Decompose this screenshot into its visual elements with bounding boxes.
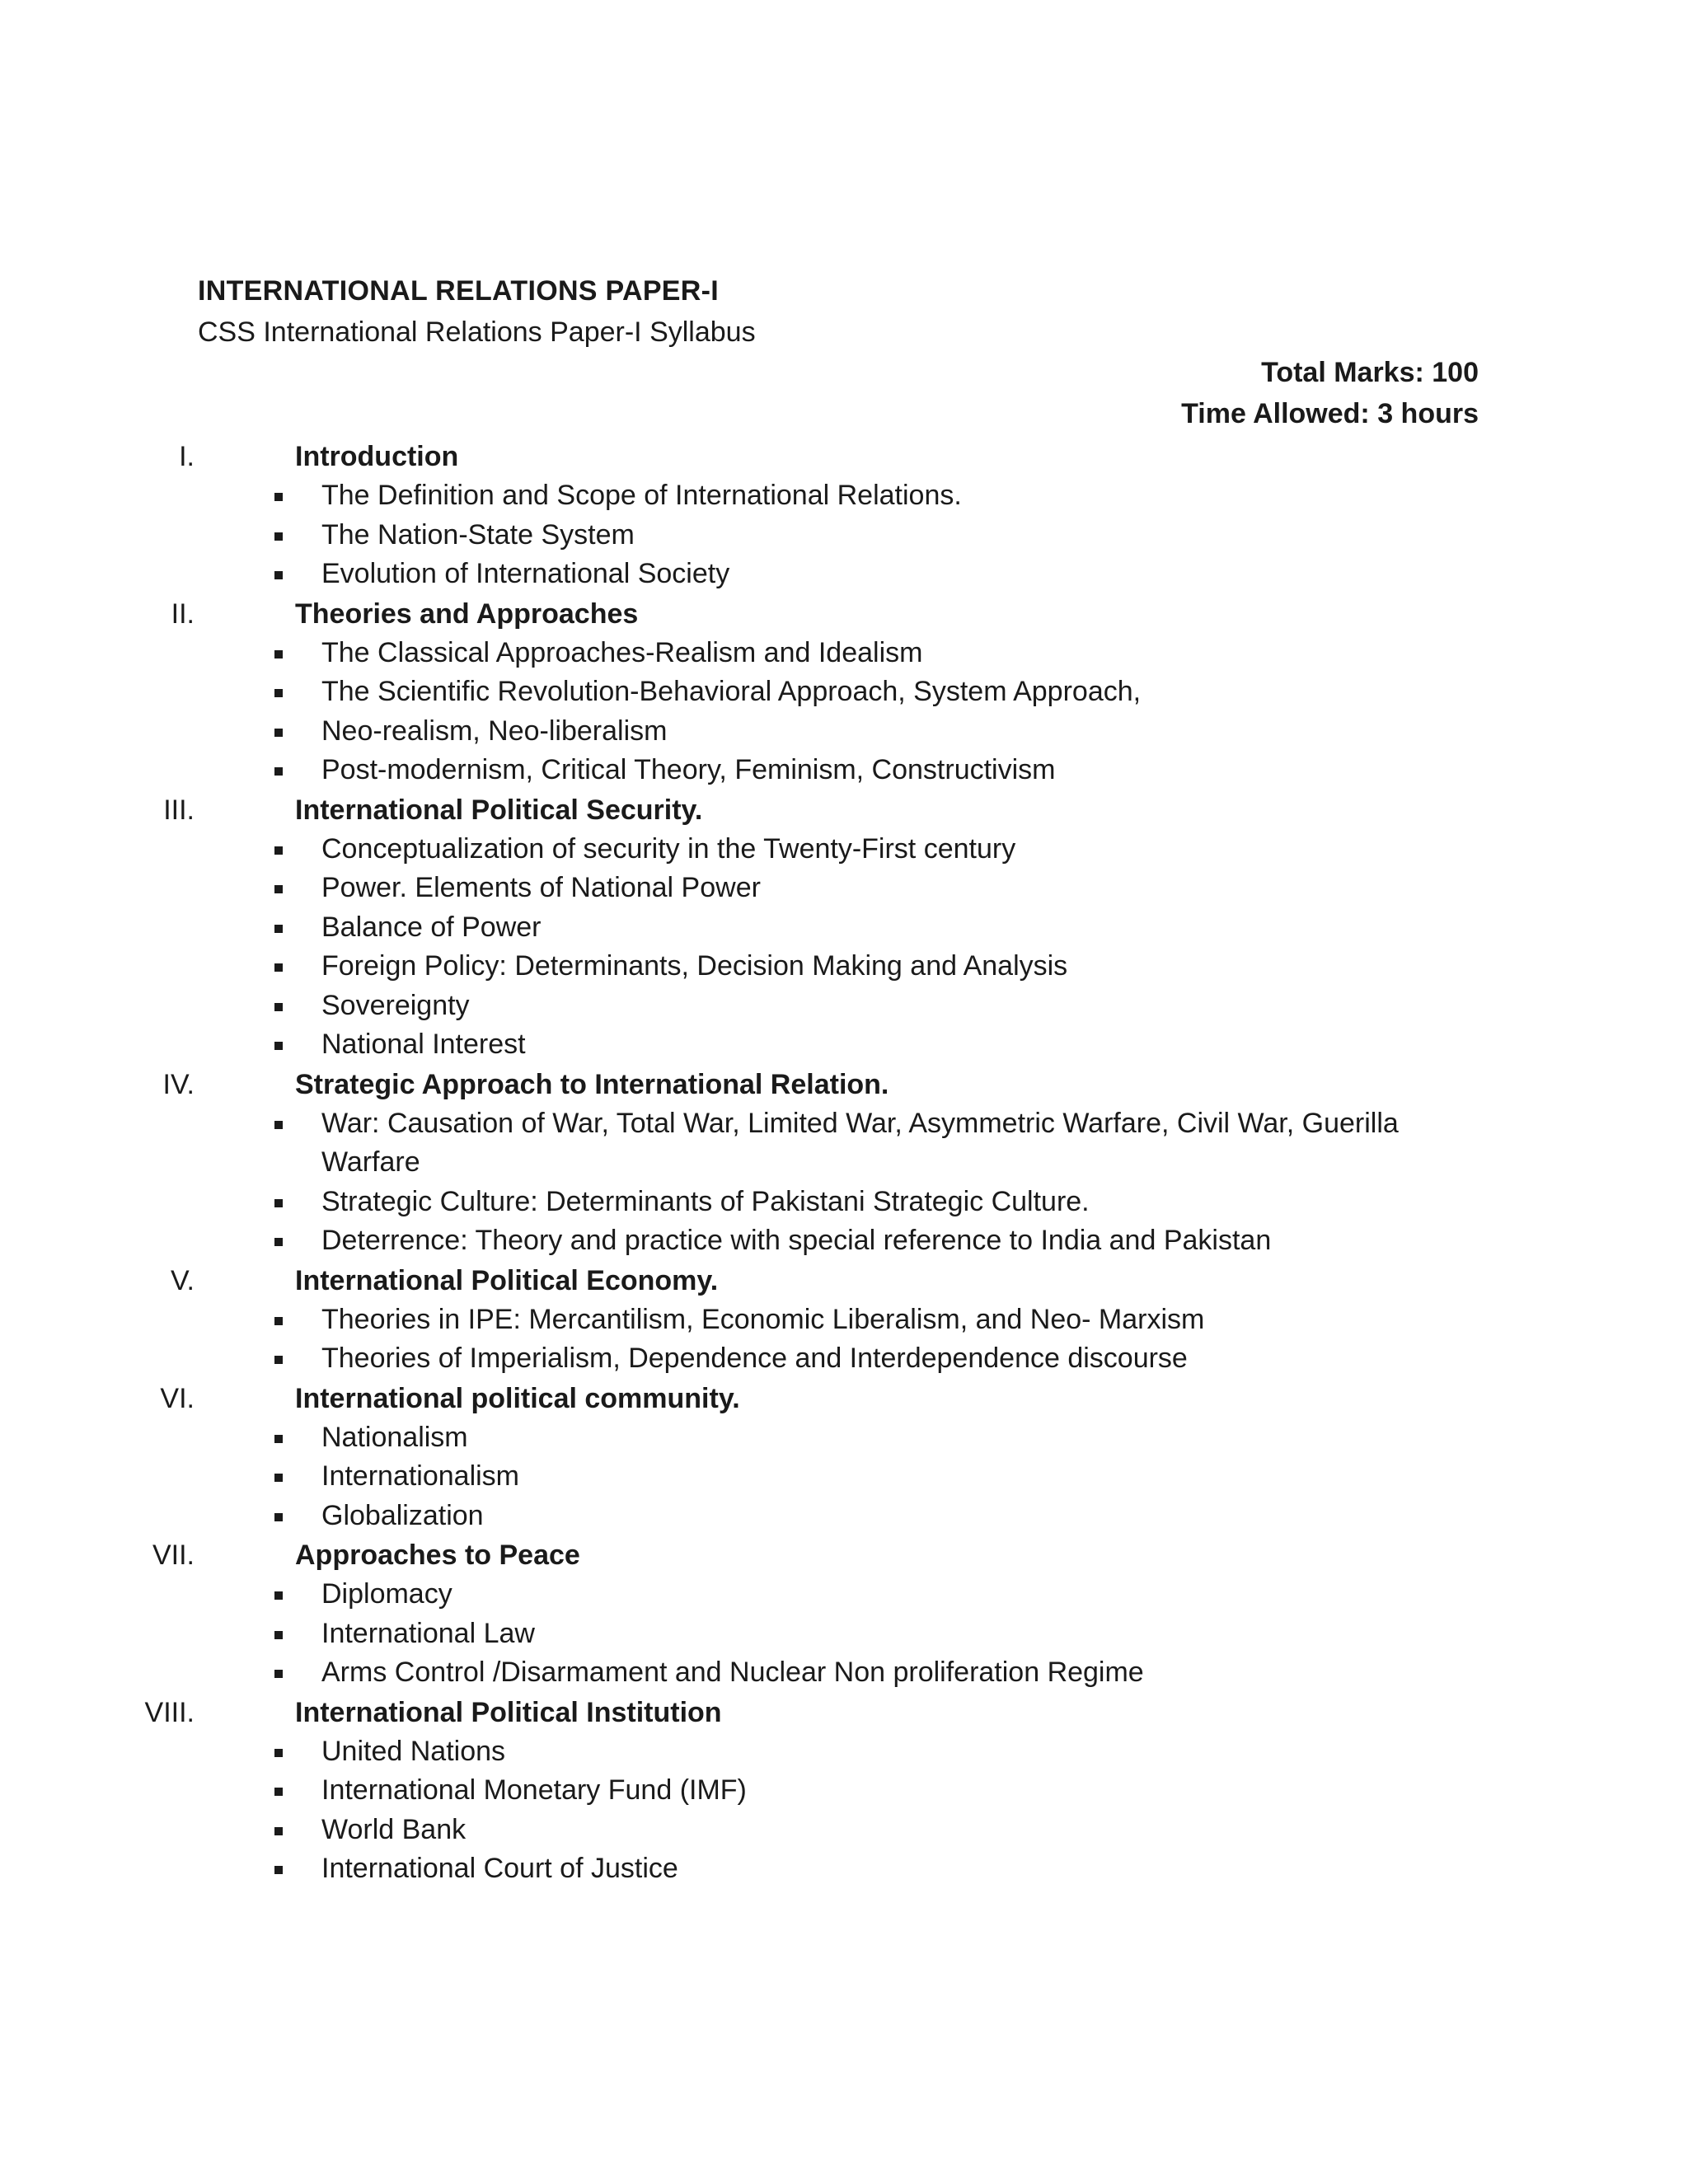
topic-list-item (0, 1339, 1688, 1379)
section-heading (0, 594, 1688, 634)
syllabus-section (0, 1261, 1688, 1379)
topic-list-item (0, 476, 1688, 516)
square-bullet-icon (274, 1670, 283, 1678)
section-heading (0, 1261, 1688, 1301)
square-bullet-icon (274, 1317, 283, 1325)
topic-text: Sovereignty (321, 989, 470, 1021)
topic-list-item (0, 634, 1688, 673)
square-bullet-icon (274, 1631, 283, 1639)
topic-list-item (0, 555, 1688, 594)
section-title: International political community. (295, 1382, 740, 1414)
topic-list-item (0, 830, 1688, 869)
square-bullet-icon (274, 571, 283, 579)
topic-text: Conceptualization of security in the Twenty-First century (321, 832, 1016, 865)
topic-text: Foreign Policy: Determinants, Decision Making and Analysis (321, 950, 1068, 982)
topic-text: National Interest (321, 1029, 526, 1060)
topic-text: Globalization (321, 1499, 484, 1531)
topic-list-item (0, 908, 1688, 948)
topic-text: World Bank (321, 1813, 467, 1845)
topic-text: International Law (321, 1617, 535, 1649)
section-title: Theories and Approaches (295, 598, 639, 630)
topic-list-item (0, 1849, 1688, 1889)
syllabus-sections (0, 437, 1688, 1889)
topic-list-item (0, 947, 1688, 987)
syllabus-section (0, 1065, 1688, 1261)
section-numeral: IV. (162, 1068, 195, 1100)
section-title: International Political Institution (295, 1696, 722, 1728)
topic-list-item (0, 1418, 1688, 1458)
topic-text: The Scientific Revolution-Behavioral Approach, System Approach, (321, 676, 1142, 707)
section-heading (0, 1693, 1688, 1732)
topic-list-item (0, 1615, 1688, 1654)
square-bullet-icon (274, 1866, 283, 1874)
section-heading (0, 1535, 1688, 1575)
section-numeral: V. (170, 1264, 195, 1296)
topic-list-item (0, 987, 1688, 1026)
section-topic-list (0, 1418, 1688, 1536)
square-bullet-icon (274, 1788, 283, 1796)
topic-text: Deterrence: Theory and practice with special reference to India and Pakistan (321, 1225, 1272, 1256)
topic-text: Theories of Imperialism, Dependence and Interdependence discourse (321, 1343, 1188, 1374)
topic-text: Diplomacy (321, 1578, 452, 1610)
topic-text: Balance of Power (321, 911, 542, 943)
syllabus-section (0, 1379, 1688, 1536)
topic-list-item (0, 1653, 1688, 1693)
topic-list-item (0, 516, 1688, 555)
topic-list-item (0, 1221, 1688, 1261)
topic-list-item (0, 1104, 1688, 1183)
topic-list-item (0, 1771, 1688, 1811)
topic-text: Evolution of International Society (321, 558, 730, 589)
topic-list-item (0, 1575, 1688, 1615)
square-bullet-icon (274, 1238, 283, 1246)
section-numeral: VII. (152, 1540, 195, 1571)
section-topic-list (0, 1301, 1688, 1379)
square-bullet-icon (274, 1003, 283, 1011)
topic-list-item (0, 673, 1688, 712)
document-title: INTERNATIONAL RELATIONS PAPER-I (198, 275, 720, 307)
square-bullet-icon (274, 846, 283, 855)
topic-text: Nationalism (321, 1421, 468, 1453)
square-bullet-icon (274, 689, 283, 697)
topic-text: Strategic Culture: Determinants of Pakistani Strategic Culture. (321, 1185, 1090, 1217)
square-bullet-icon (274, 1513, 283, 1521)
topic-text: International Monetary Fund (IMF) (321, 1774, 747, 1806)
section-topic-list (0, 1732, 1688, 1889)
topic-text: Power. Elements of National Power (321, 872, 761, 903)
section-numeral: I. (179, 441, 195, 472)
topic-list-item (0, 751, 1688, 790)
topic-list-item (0, 712, 1688, 752)
topic-list-item (0, 1497, 1688, 1536)
square-bullet-icon (274, 650, 283, 658)
topic-list-item (0, 1732, 1688, 1772)
square-bullet-icon (274, 1199, 283, 1207)
square-bullet-icon (274, 1356, 283, 1364)
topic-text: International Court of Justice (321, 1853, 678, 1884)
section-numeral: VI. (160, 1382, 195, 1414)
section-title: Strategic Approach to International Relation. (295, 1068, 889, 1100)
square-bullet-icon (274, 1591, 283, 1600)
section-heading (0, 437, 1688, 476)
topic-list-item (0, 1457, 1688, 1497)
square-bullet-icon (274, 1042, 283, 1050)
topic-text: The Classical Approaches-Realism and Idealism (321, 636, 923, 668)
section-title: International Political Security. (295, 794, 703, 826)
section-heading (0, 790, 1688, 830)
section-topic-list (0, 1104, 1688, 1261)
total-marks: Total Marks: 100 (1261, 357, 1479, 388)
topic-text: Arms Control /Disarmament and Nuclear Non proliferation Regime (321, 1657, 1144, 1688)
topic-list-item (0, 1183, 1688, 1222)
topic-list-item (0, 1301, 1688, 1340)
document-subtitle: CSS International Relations Paper-I Syllabus (198, 316, 756, 348)
syllabus-section (0, 437, 1688, 594)
section-topic-list (0, 476, 1688, 594)
square-bullet-icon (274, 1827, 283, 1835)
square-bullet-icon (274, 1435, 283, 1443)
syllabus-section (0, 1535, 1688, 1693)
syllabus-section (0, 594, 1688, 790)
section-topic-list (0, 830, 1688, 1065)
section-title: Introduction (295, 441, 459, 472)
square-bullet-icon (274, 493, 283, 501)
section-heading (0, 1379, 1688, 1418)
topic-list-item (0, 1811, 1688, 1850)
square-bullet-icon (274, 1749, 283, 1757)
square-bullet-icon (274, 1121, 283, 1129)
square-bullet-icon (274, 767, 283, 776)
topic-text: War: Causation of War, Total War, Limited War, Asymmetric Warfare, Civil War, Guerilla Warfare (321, 1107, 1399, 1178)
syllabus-section (0, 1693, 1688, 1889)
syllabus-section (0, 790, 1688, 1065)
section-title: International Political Economy. (295, 1264, 719, 1296)
topic-list-item (0, 1025, 1688, 1065)
section-topic-list (0, 1575, 1688, 1693)
square-bullet-icon (274, 885, 283, 893)
topic-text: United Nations (321, 1735, 506, 1767)
topic-text: Internationalism (321, 1460, 520, 1492)
square-bullet-icon (274, 729, 283, 737)
section-title: Approaches to Peace (295, 1540, 580, 1571)
square-bullet-icon (274, 532, 283, 541)
topic-text: Neo-realism, Neo-liberalism (321, 715, 668, 747)
section-topic-list (0, 634, 1688, 790)
topic-list-item (0, 869, 1688, 908)
topic-text: Theories in IPE: Mercantilism, Economic Liberalism, and Neo- Marxism (321, 1303, 1205, 1335)
topic-text: Post-modernism, Critical Theory, Feminism, Constructivism (321, 754, 1056, 785)
topic-text: The Definition and Scope of International Relations. (321, 480, 962, 511)
section-heading (0, 1065, 1688, 1104)
section-numeral: VIII. (144, 1696, 195, 1728)
square-bullet-icon (274, 1474, 283, 1482)
square-bullet-icon (274, 925, 283, 933)
topic-text: The Nation-State System (321, 518, 635, 551)
section-numeral: III. (163, 794, 195, 826)
time-allowed: Time Allowed: 3 hours (1181, 398, 1479, 429)
square-bullet-icon (274, 963, 283, 972)
section-numeral: II. (171, 598, 195, 630)
